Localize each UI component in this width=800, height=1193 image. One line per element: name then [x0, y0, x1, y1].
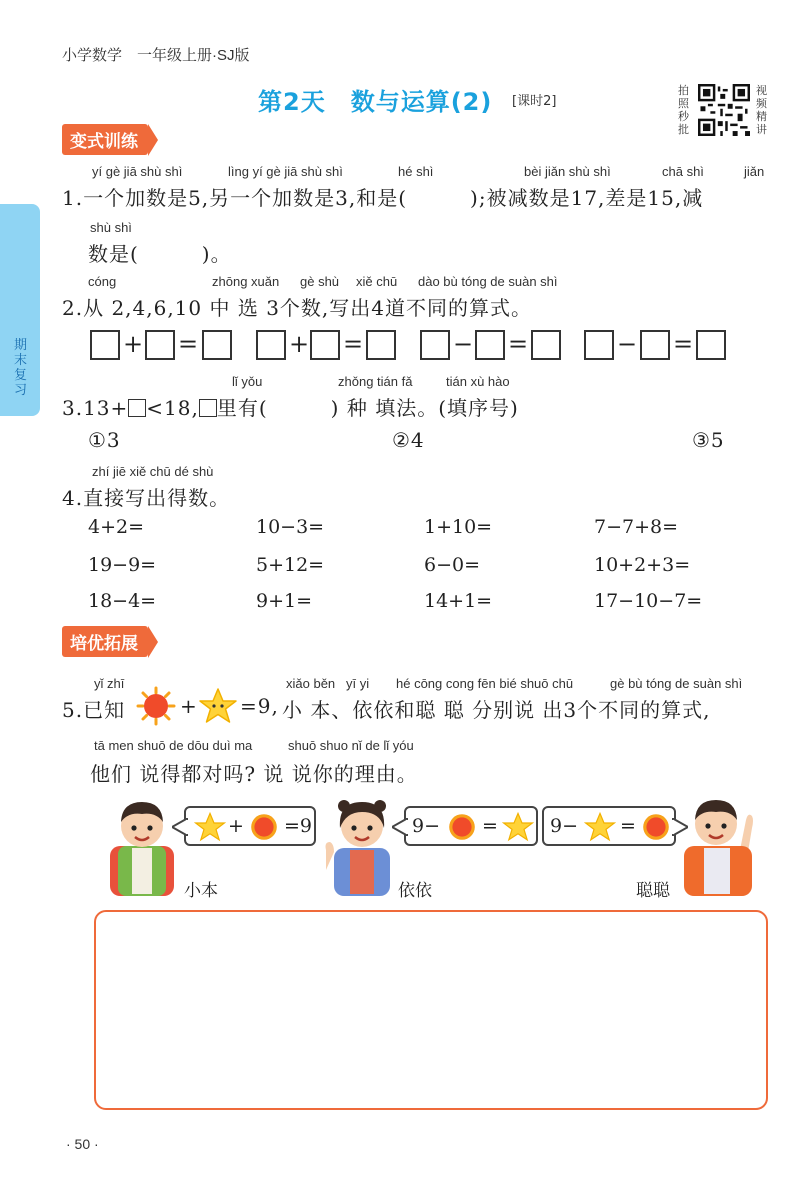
boy-xiaoben-illustration — [104, 792, 180, 898]
calc-item: 5+12= — [256, 554, 325, 576]
q2-pinyin: cóng — [88, 274, 117, 289]
q5-pinyin: gè bù tóng de suàn shì — [610, 676, 743, 691]
q5-prefix: 5.已知 — [62, 698, 126, 722]
q1-pinyin: bèi jiǎn shù shì — [524, 164, 611, 179]
q2-pinyin: gè shù — [300, 274, 340, 289]
q2-line: 2.从 2,4,6,10 中 选 3个数,写出4道不同的算式。 — [62, 296, 533, 320]
q3-option: ①3 — [88, 428, 121, 452]
q5-pinyin: yī yi — [346, 676, 370, 691]
q2-pinyin: xiě chū — [356, 274, 398, 289]
section-practice-badge: 变式训练 — [62, 124, 148, 155]
answer-box[interactable] — [90, 330, 120, 360]
q3-option: ③5 — [692, 428, 725, 452]
q3-option: ②4 — [392, 428, 425, 452]
side-tab-label: 期末复习 — [14, 338, 28, 398]
name-xiaoben: 小本 — [184, 881, 218, 901]
answer-box[interactable] — [531, 330, 561, 360]
lesson-label: [课时2] — [512, 94, 557, 109]
sun-icon — [640, 811, 672, 843]
q5-line2: 他们 说得都对吗? 说 说你的理由。 — [90, 762, 418, 786]
answer-box[interactable] — [640, 330, 670, 360]
operator: − — [617, 330, 638, 358]
q1-pinyin: lìng yí gè jiā shù shì — [228, 164, 343, 179]
bubble-op: 9− — [550, 815, 579, 837]
operator: = — [673, 330, 694, 358]
speech-bubble-xiaoben — [184, 806, 316, 846]
calc-item: 4+2= — [88, 516, 145, 538]
star-icon — [198, 686, 238, 726]
calc-item: 14+1= — [424, 590, 493, 612]
q1-pinyin: hé shì — [398, 164, 434, 179]
calc-item: 9+1= — [256, 590, 313, 612]
qr-code-icon[interactable] — [698, 84, 750, 136]
q5-rest: 小 本、依依和聪 聪 分别说 出3个不同的算式, — [282, 698, 711, 722]
speech-bubble-congcong — [542, 806, 676, 846]
answer-box[interactable] — [475, 330, 505, 360]
fill-box[interactable] — [199, 399, 217, 417]
q3-pinyin: lǐ yǒu — [232, 374, 263, 389]
q5-pinyin: xiǎo běn — [286, 676, 336, 691]
sun-icon — [446, 811, 478, 843]
qr-left-text: 拍照秒批 — [678, 84, 689, 136]
bubble-tail — [392, 818, 408, 836]
answer-box[interactable] — [202, 330, 232, 360]
answer-box[interactable] — [256, 330, 286, 360]
bubble-tail — [672, 818, 688, 836]
book-header: 小学数学 一年级上册·SJ版 — [62, 47, 250, 64]
page-number: · 50 · — [66, 1136, 99, 1152]
calc-item: 6−0= — [424, 554, 481, 576]
q3-pinyin: tián xù hào — [446, 374, 510, 389]
qr-block[interactable] — [678, 82, 778, 140]
sun-icon — [136, 686, 176, 726]
q3-pinyin: zhǒng tián fǎ — [338, 374, 413, 389]
q3-line — [62, 392, 519, 421]
speech-bubble-yiyi — [404, 806, 538, 846]
bubble-op: 9− — [412, 815, 441, 837]
q5-pinyin: shuō shuo nǐ de lǐ yóu — [288, 738, 414, 753]
operator: = — [178, 330, 199, 358]
section-extend-badge: 培优拓展 — [62, 626, 148, 657]
plus-sign: + — [180, 694, 198, 718]
bubble-tail — [172, 818, 188, 836]
q5-pinyin: hé cōng cong fēn bié shuō chū — [396, 676, 574, 691]
q3-pre: 3.13+ — [62, 396, 129, 420]
q2-pinyin: zhōng xuǎn — [212, 274, 280, 289]
bubble-eq: = — [620, 815, 636, 837]
q1-line2: 数是( )。 — [88, 242, 232, 266]
q1-line1: 1.一个加数是5,另一个加数是3,和是( );被减数是17,差是15,减 — [62, 186, 704, 210]
q3-post: 里有( ) 种 填法。(填序号) — [216, 396, 519, 420]
q1-pinyin: chā shì — [662, 164, 704, 179]
girl-yiyi-illustration — [320, 792, 400, 898]
sun-icon — [248, 811, 280, 843]
q1-pinyin: yí gè jiā shù shì — [92, 164, 183, 179]
calc-item: 19−9= — [88, 554, 157, 576]
calc-item: 10+2+3= — [594, 554, 691, 576]
answer-box[interactable] — [145, 330, 175, 360]
calc-item: 7−7+8= — [594, 516, 679, 538]
name-yiyi: 依依 — [398, 881, 432, 901]
answer-box[interactable] — [420, 330, 450, 360]
answer-box[interactable] — [584, 330, 614, 360]
answer-area[interactable] — [94, 910, 768, 1110]
q2-pinyin: dào bù tóng de suàn shì — [418, 274, 558, 289]
name-congcong: 聪聪 — [636, 881, 670, 901]
q5-pinyin: yǐ zhī — [94, 676, 125, 691]
q1-pinyin: jiǎn — [744, 164, 765, 179]
operator: + — [289, 330, 310, 358]
q5-pinyin: tā men shuō de dōu duì ma — [94, 738, 253, 753]
operator: = — [508, 330, 529, 358]
q5-eq: =9, — [240, 694, 279, 718]
answer-box[interactable] — [310, 330, 340, 360]
calc-item: 17−10−7= — [594, 590, 703, 612]
bubble-eq: =9 — [284, 815, 313, 837]
fill-box[interactable] — [128, 399, 146, 417]
star-icon — [194, 811, 226, 843]
qr-right-text: 视频精讲 — [756, 84, 767, 136]
star-icon — [584, 811, 616, 843]
page-title: 第2天 数与运算(2) — [258, 88, 493, 116]
calc-item: 1+10= — [424, 516, 493, 538]
bubble-eq: = — [482, 815, 498, 837]
q1-pinyin: shù shì — [90, 220, 132, 235]
answer-box[interactable] — [696, 330, 726, 360]
star-icon — [502, 811, 534, 843]
calc-item: 10−3= — [256, 516, 325, 538]
q4-line: 4.直接写出得数。 — [62, 486, 231, 510]
q3-mid: <18, — [146, 396, 199, 420]
answer-box[interactable] — [366, 330, 396, 360]
calc-item: 18−4= — [88, 590, 157, 612]
bubble-op: + — [228, 815, 244, 837]
operator: = — [343, 330, 364, 358]
boy-congcong-illustration — [680, 784, 760, 898]
operator: + — [123, 330, 144, 358]
q4-pinyin: zhí jiē xiě chū dé shù — [92, 464, 214, 479]
operator: − — [453, 330, 474, 358]
